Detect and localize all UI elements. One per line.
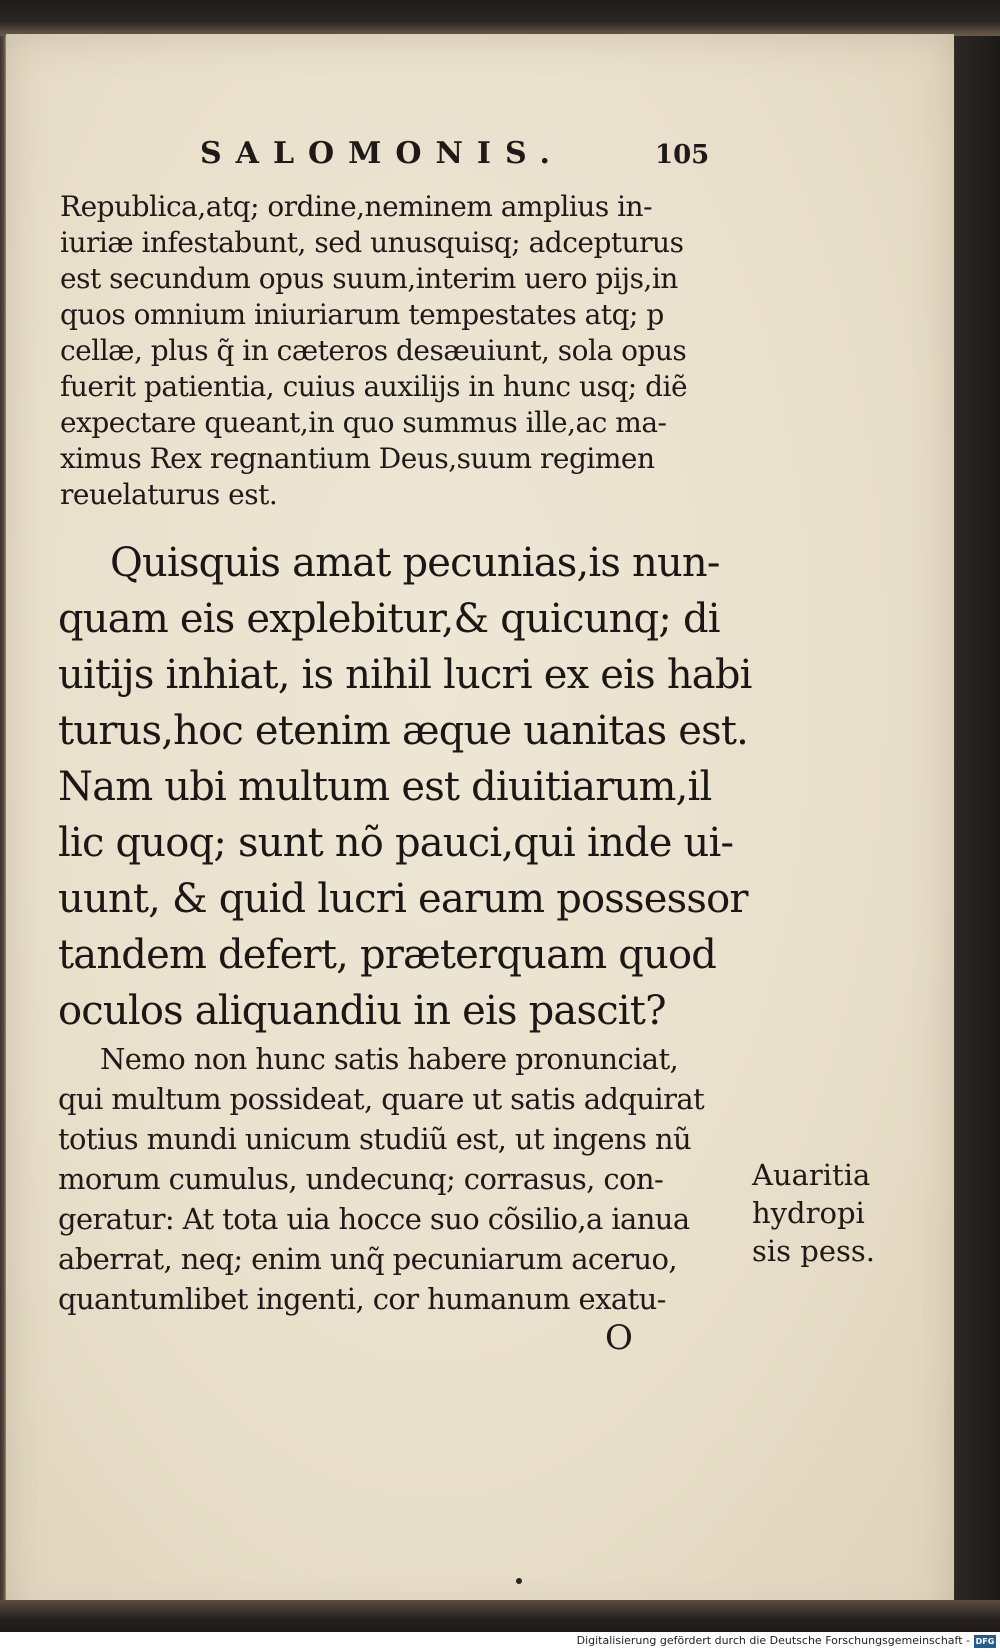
scripture-line: turus,hoc etenim æque uanitas est. <box>58 708 749 754</box>
marginal-note-line: sis pess. <box>752 1234 875 1268</box>
commentary-line: aberrat, neq; enim unq̃ pecuniarum aceruo, <box>58 1242 677 1276</box>
page-number: 105 <box>655 140 710 170</box>
commentary-line: ximus Rex regnantium Deus,suum regimen <box>60 442 655 475</box>
commentary-line: est secundum opus suum,interim uero pijs,in <box>60 262 678 295</box>
footer-credit: Digitalisierung gefördert durch die Deutsche Forschungsgemeinschaft - <box>576 1634 970 1647</box>
scripture-line: tandem defert, præterquam quod <box>58 932 717 978</box>
running-head: SALOMONIS. <box>200 136 565 171</box>
marginal-note-line: hydropi <box>752 1196 865 1230</box>
commentary-line: fuerit patientia, cuius auxilijs in hunc usq; diẽ <box>60 370 688 403</box>
marginal-note-line: Auaritia <box>752 1158 871 1192</box>
commentary-line: Republica,atq; ordine,neminem amplius in- <box>60 190 653 223</box>
scripture-line: uunt, & quid lucri earum possessor <box>58 876 748 922</box>
commentary-line: quos omnium iniuriarum tempestates atq; p <box>60 298 664 331</box>
commentary-line: geratur: At tota uia hocce suo cõsilio,a ianua <box>58 1202 690 1236</box>
ink-speck <box>516 1578 522 1584</box>
commentary-line: totius mundi unicum studiũ est, ut ingens nũ <box>58 1122 692 1156</box>
scripture-line: Quisquis amat pecunias,is nun- <box>110 540 720 586</box>
signature-mark: O <box>605 1318 633 1358</box>
scripture-line: quam eis explebitur,& quicunq; di <box>58 596 720 642</box>
commentary-line: cellæ, plus q̃ in cæteros desæuiunt, sola opus <box>60 334 687 367</box>
scripture-line: oculos aliquandiu in eis pascit? <box>58 988 666 1034</box>
commentary-line: reuelaturus est. <box>60 478 278 511</box>
scripture-line: Nam ubi multum est diuitiarum,il <box>58 764 712 810</box>
commentary-line: quantumlibet ingenti, cor humanum exatu- <box>58 1282 666 1316</box>
commentary-line: morum cumulus, undecunq; corrasus, con- <box>58 1162 664 1196</box>
commentary-line: expectare queant,in quo summus ille,ac ma- <box>60 406 667 439</box>
scripture-line: lic quoq; sunt nõ pauci,qui inde ui- <box>58 820 734 866</box>
commentary-line: qui multum possideat, quare ut satis adquirat <box>58 1082 705 1116</box>
dfg-logo-icon: DFG <box>975 1637 995 1646</box>
commentary-line: iuriæ infestabunt, sed unusquisq; adcepturus <box>60 226 684 259</box>
page-top-edge <box>0 0 1000 36</box>
commentary-line: Nemo non hunc satis habere pronunciat, <box>100 1042 679 1076</box>
scripture-line: uitijs inhiat, is nihil lucri ex eis habi <box>58 652 752 698</box>
